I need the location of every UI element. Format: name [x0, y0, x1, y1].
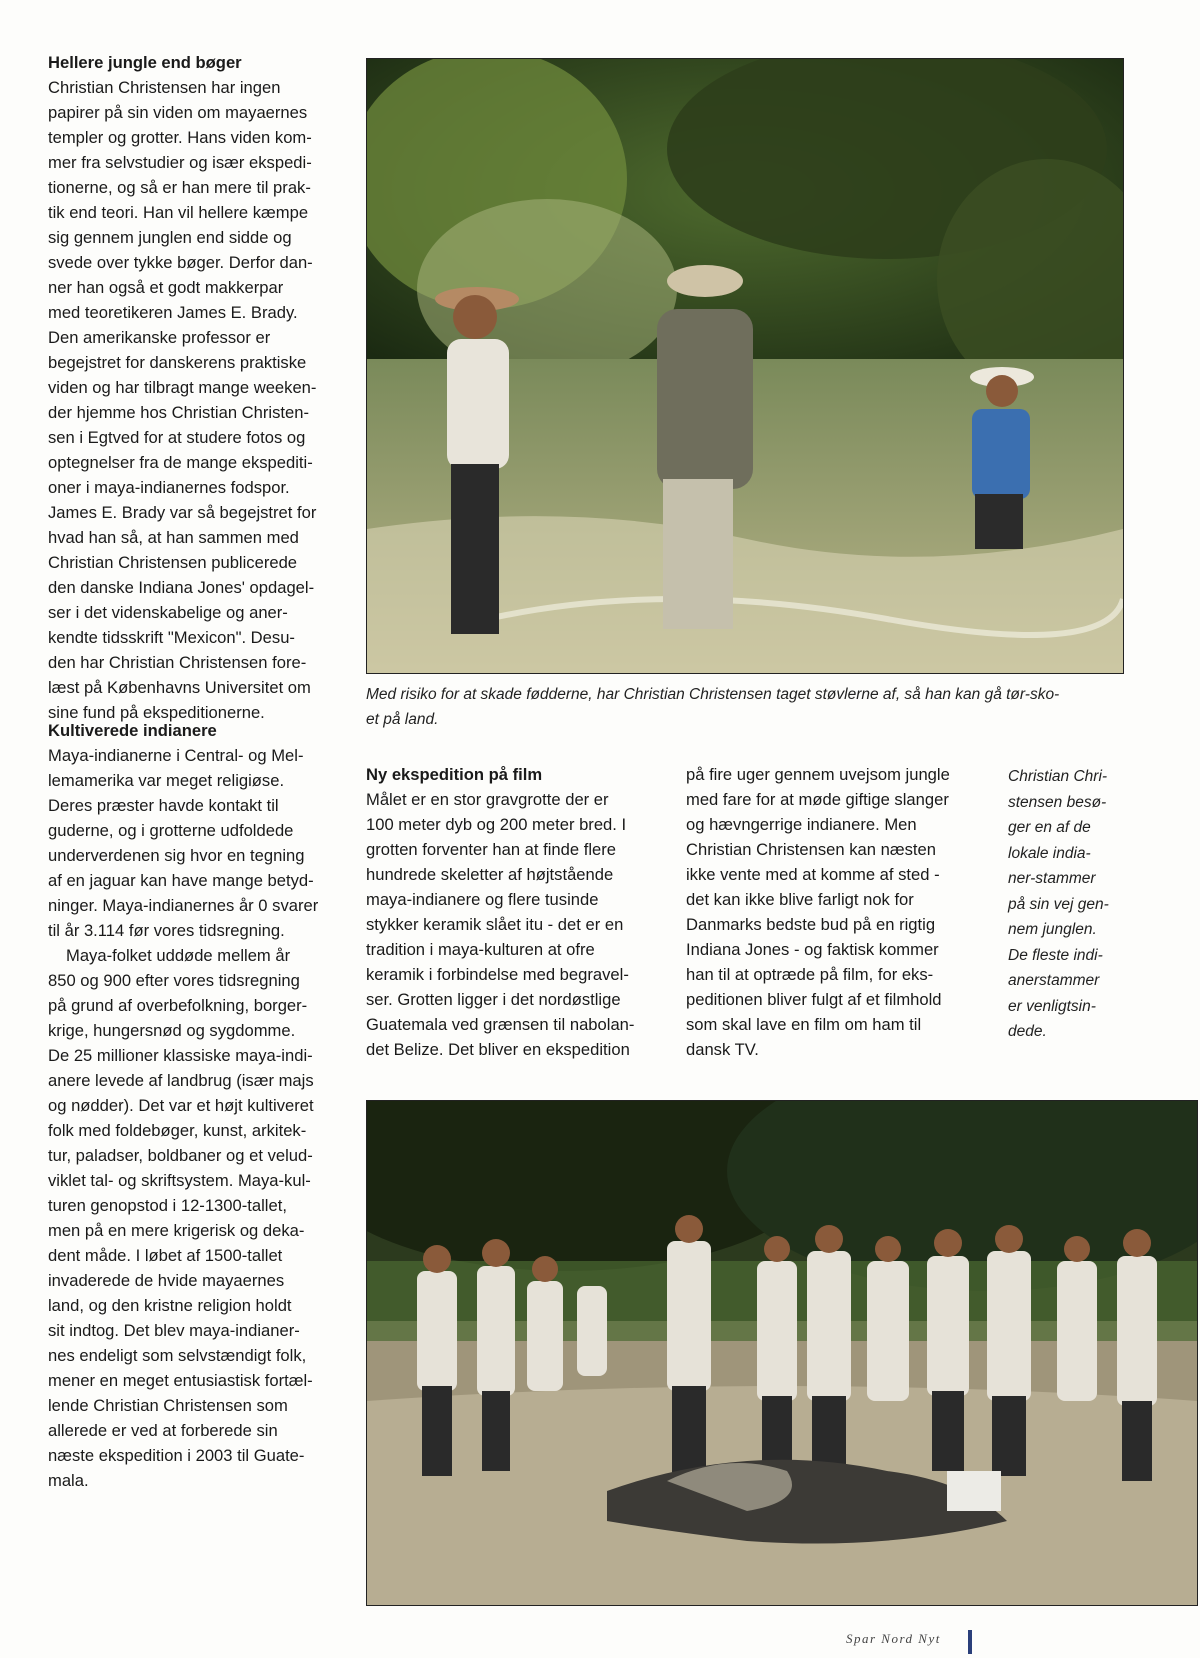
text-line: han til at optræde på film, for eks- — [686, 965, 934, 984]
text-line: Med risiko for at skade fødderne, har Christian Christensen taget støvlerne af, så han kan gå tør-sko- — [366, 686, 1060, 703]
text-line: næste ekspedition i 2003 til Guate- — [48, 1446, 305, 1465]
text-line: som skal lave en film om ham til — [686, 1015, 922, 1034]
text-line: 100 meter dyb og 200 meter bred. I — [366, 815, 627, 834]
text-line: mala. — [48, 1471, 89, 1490]
text-line: guderne, og i grotterne udfoldede — [48, 821, 294, 840]
river-crossing-caption — [366, 682, 1126, 732]
text-line: hvad han så, at han sammen med — [48, 528, 299, 547]
section2-para1 — [48, 743, 338, 943]
side-caption — [1008, 764, 1158, 1045]
text-line: krige, hungersnød og sygdomme. — [48, 1021, 296, 1040]
text-line: Guatemala ved grænsen til nabolan- — [366, 1015, 635, 1034]
text-line: viden og har tilbragt mange weeken- — [48, 378, 317, 397]
text-line: og nødder). Det var et højt kultiveret — [48, 1096, 314, 1115]
text-line: ner-stammer — [1008, 870, 1096, 887]
section-heading-hellere-jungle: Hellere jungle end bøger — [48, 53, 242, 72]
left-column-lower — [48, 718, 338, 1493]
text-line: der hjemme hos Christian Christen- — [48, 403, 309, 422]
text-line: men på en mere krigerisk og deka- — [48, 1221, 305, 1240]
text-line: dent måde. I løbet af 1500-tallet — [48, 1246, 283, 1265]
middle-column — [366, 762, 666, 1062]
text-line: lende Christian Christensen som — [48, 1396, 288, 1415]
text-line: den danske Indiana Jones' opdagel- — [48, 578, 315, 597]
text-line: optegnelser fra de mange ekspediti- — [48, 453, 313, 472]
text-line: sit indtog. Det blev maya-indianer- — [48, 1321, 300, 1340]
text-line: med teoretikeren James E. Brady. — [48, 303, 298, 322]
text-line: mener en meget entusiastisk fortæl- — [48, 1371, 313, 1390]
text-line: invaderede de hvide mayaernes — [48, 1271, 285, 1290]
text-line: allerede er ved at forberede sin — [48, 1421, 278, 1440]
text-line: på grund af overbefolkning, borger- — [48, 996, 308, 1015]
publication-footer: Spar Nord Nyt — [846, 1631, 941, 1646]
text-line: papirer på sin viden om mayaernes — [48, 103, 308, 122]
text-line: anerstammer — [1008, 972, 1100, 989]
villagers-group-illustration — [367, 1101, 1197, 1605]
villagers-group-photo — [366, 1100, 1198, 1606]
river-crossing-photo — [366, 58, 1124, 674]
section-heading-ny-ekspedition: Ny ekspedition på film — [366, 765, 543, 784]
text-line: og hævngerrige indianere. Men — [686, 815, 917, 834]
text-line: nem junglen. — [1008, 921, 1097, 938]
text-line: sine fund på ekspeditionerne. — [48, 703, 265, 722]
text-line: Deres præster havde kontakt til — [48, 796, 279, 815]
text-line: mer fra selvstudier og især ekspedi- — [48, 153, 312, 172]
text-line: af en jaguar kan have mange betyd- — [48, 871, 314, 890]
text-line: lemamerika var meget religiøse. — [48, 771, 285, 790]
text-line: tur, paladser, boldbaner og et velud- — [48, 1146, 313, 1165]
text-line: lokale india- — [1008, 844, 1091, 862]
text-line: nes endeligt som selvstændigt folk, — [48, 1346, 307, 1365]
text-line: viklet tal- og skriftsystem. Maya-kul- — [48, 1171, 311, 1190]
text-line: ner han også et godt makkerpar — [48, 278, 284, 297]
text-line: begejstret for danskerens praktiske — [48, 353, 307, 372]
text-line: kendte tidsskrift "Mexicon". Desu- — [48, 628, 295, 647]
text-line: Danmarks bedste bud på en rigtig — [686, 915, 936, 934]
text-line: folk med foldebøger, kunst, arkitek- — [48, 1121, 307, 1140]
right-column — [686, 762, 986, 1062]
text-line: 850 og 900 efter vores tidsregning — [48, 971, 300, 990]
text-line: Christian Christensen kan næsten — [686, 840, 936, 859]
text-line: er venligtsin- — [1008, 997, 1096, 1015]
text-line: stensen besø- — [1008, 793, 1107, 811]
text-line: land, og den kristne religion holdt — [48, 1296, 292, 1315]
text-line: grotten forventer han at finde flere — [366, 840, 616, 859]
text-line: Målet er en stor gravgrotte der er — [366, 790, 609, 809]
section1-body — [48, 75, 338, 725]
text-line: dansk TV. — [686, 1040, 759, 1059]
text-line: ikke vente med at komme af sted - — [686, 865, 940, 884]
text-line: underverdenen sig hvor en tegning — [48, 846, 305, 865]
text-line: tik end teori. Han vil hellere kæmpe — [48, 203, 309, 222]
text-line: sen i Egtved for at studere fotos og — [48, 428, 306, 447]
text-line: læst på Københavns Universitet om — [48, 678, 311, 697]
text-line: ser i det videnskabelige og aner- — [48, 603, 288, 622]
text-line: ger en af de — [1008, 819, 1091, 836]
river-crossing-illustration — [367, 59, 1123, 673]
text-line: ser. Grotten ligger i det nordøstlige — [366, 990, 621, 1009]
text-line: til år 3.114 før vores tidsregning. — [48, 921, 285, 940]
text-line: Christian Chri- — [1008, 768, 1108, 785]
text-line: De 25 millioner klassiske maya-indi- — [48, 1046, 313, 1065]
middle-column-body — [366, 787, 666, 1062]
text-line: stykker keramik slået itu - det er en — [366, 915, 624, 934]
left-column — [48, 50, 338, 725]
text-line: hundrede skeletter af højtstående — [366, 865, 614, 884]
text-line: på fire uger gennem uvejsom jungle — [686, 765, 950, 784]
text-line: Christian Christensen har ingen — [48, 78, 281, 97]
text-line: Christian Christensen publicerede — [48, 553, 298, 572]
text-line: anere levede af landbrug (især majs — [48, 1071, 314, 1090]
text-line: De fleste indi- — [1008, 946, 1103, 964]
text-line: sig gennem junglen end sidde og — [48, 228, 292, 247]
text-line: dede. — [1008, 1023, 1047, 1040]
text-line: Den amerikanske professor er — [48, 328, 271, 347]
text-line: maya-indianere og flere tusinde — [366, 890, 599, 909]
text-line: svede over tykke bøger. Derfor dan- — [48, 253, 313, 272]
text-line: ninger. Maya-indianernes år 0 svarer — [48, 896, 319, 915]
text-line: keramik i forbindelse med begravel- — [366, 965, 629, 984]
text-line: på sin vej gen- — [1008, 895, 1109, 913]
text-line: peditionen bliver fulgt af et filmhold — [686, 990, 942, 1009]
text-line: det kan ikke blive farligt nok for — [686, 890, 914, 909]
text-line: oner i maya-indianernes fodspor. — [48, 478, 290, 497]
text-line: tradition i maya-kulturen at ofre — [366, 940, 595, 959]
text-line: James E. Brady var så begejstret for — [48, 503, 317, 522]
text-line: et på land. — [366, 711, 439, 728]
text-line: Maya-folket uddøde mellem år — [66, 946, 291, 965]
text-line: den har Christian Christensen fore- — [48, 653, 307, 672]
text-line: templer og grotter. Hans viden kom- — [48, 128, 312, 147]
footer-accent-bar — [968, 1630, 972, 1654]
text-line: med fare for at møde giftige slanger — [686, 790, 949, 809]
text-line: Indiana Jones - og faktisk kommer — [686, 940, 939, 959]
text-line: det Belize. Det bliver en ekspedition — [366, 1040, 630, 1059]
text-line: Maya-indianerne i Central- og Mel- — [48, 746, 304, 765]
text-line: turen genopstod i 12-1300-tallet, — [48, 1196, 287, 1215]
text-line: tionerne, og så er han mere til prak- — [48, 178, 311, 197]
section2-para2 — [48, 943, 338, 1493]
section-heading-kultiverede-indianere: Kultiverede indianere — [48, 721, 217, 740]
